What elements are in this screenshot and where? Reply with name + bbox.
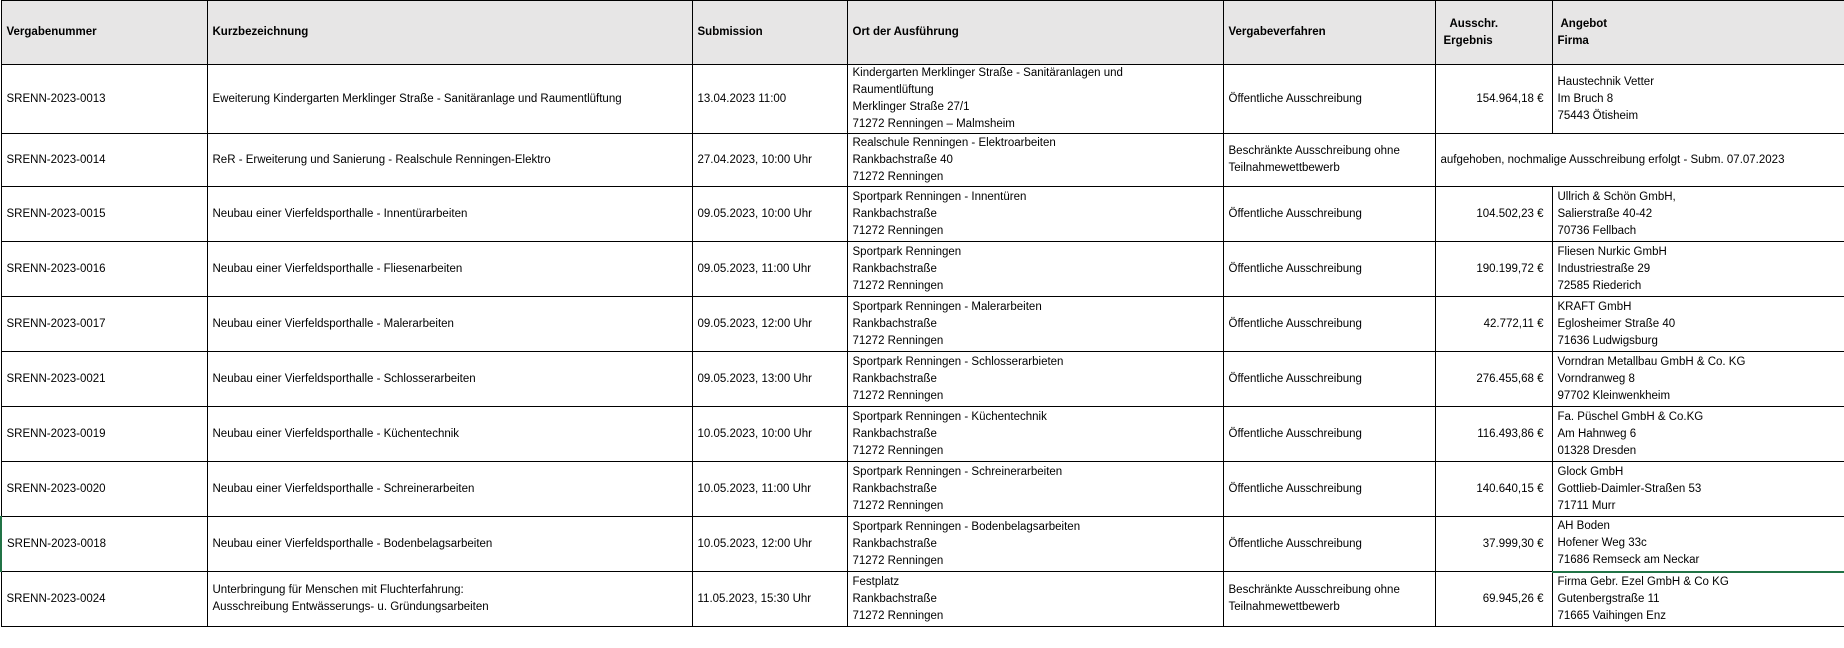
table-row (1, 242, 1844, 297)
cell-kurzbezeichnung[interactable] (207, 187, 692, 242)
firma-line: Im Bruch 8 (1557, 92, 1614, 105)
firma-line: Industriestraße 29 (1557, 262, 1651, 275)
cell-ergebnis[interactable]: 42.772,11 € (1435, 297, 1552, 352)
verfahren-line: Teilnahmewettbewerb (1228, 601, 1340, 613)
ort-line: Sportpark Renningen - Küchentechnik (852, 410, 1047, 423)
table-row (1, 134, 1844, 187)
ort-line: Rankbachstraße (852, 207, 937, 220)
header-ergebnis-line1: Ausschr. (1449, 17, 1499, 30)
cell-submission[interactable]: 09.05.2023, 12:00 Uhr (692, 297, 847, 352)
verfahren-line: Öffentliche Ausschreibung (1228, 207, 1362, 220)
verfahren-line: Beschränkte Ausschreibung ohne (1228, 145, 1400, 157)
firma-line: Vorndranweg 8 (1557, 372, 1635, 385)
cell-firma[interactable] (1552, 407, 1844, 462)
verfahren-line: Beschränkte Ausschreibung ohne (1228, 584, 1400, 596)
cell-submission[interactable]: 13.04.2023 11:00 (692, 65, 847, 134)
header-angebot-line2: Firma (1557, 34, 1589, 47)
cell-submission[interactable]: 09.05.2023, 13:00 Uhr (692, 352, 847, 407)
cell-submission[interactable]: 09.05.2023, 10:00 Uhr (692, 187, 847, 242)
cell-vergabeverfahren[interactable] (1223, 572, 1435, 627)
firma-line: Eglosheimer Straße 40 (1557, 317, 1676, 330)
cell-vergabenummer[interactable]: SRENN-2023-0017 (1, 297, 207, 352)
firma-line: Ullrich & Schön GmbH, (1557, 190, 1676, 203)
ort-line: 71272 Renningen – Malmsheim (852, 118, 1015, 130)
cell-ort[interactable] (847, 517, 1223, 572)
cell-vergabeverfahren[interactable] (1223, 407, 1435, 462)
cell-kurzbezeichnung[interactable] (207, 134, 692, 187)
ort-line: Rankbachstraße (852, 537, 937, 550)
ort-line: 71272 Renningen (852, 170, 944, 183)
firma-line: 01328 Dresden (1557, 444, 1637, 457)
kurzbezeichnung-line: Unterbringung für Menschen mit Fluchterfahrung: (212, 584, 464, 596)
cell-vergabenummer[interactable]: SRENN-2023-0021 (1, 352, 207, 407)
verfahren-line: Öffentliche Ausschreibung (1228, 372, 1362, 385)
firma-line: Vorndran Metallbau GmbH & Co. KG (1557, 355, 1746, 368)
firma-line: KRAFT GmbH (1557, 300, 1632, 313)
cell-vergabenummer[interactable]: SRENN-2023-0024 (1, 572, 207, 627)
cell-kurzbezeichnung[interactable] (207, 462, 692, 517)
cell-ergebnis[interactable]: 190.199,72 € (1435, 242, 1552, 297)
cell-submission[interactable]: 10.05.2023, 10:00 Uhr (692, 407, 847, 462)
cell-ergebnis-note[interactable]: aufgehoben, nochmalige Ausschreibung erfolgt - Subm. 07.07.2023 (1435, 134, 1844, 187)
cell-kurzbezeichnung[interactable] (207, 572, 692, 627)
cell-submission[interactable]: 09.05.2023, 11:00 Uhr (692, 242, 847, 297)
ort-line: Festplatz (852, 575, 900, 588)
ort-line: Rankbachstraße (852, 592, 937, 605)
ort-line: 71272 Renningen (852, 389, 944, 402)
firma-line: 72585 Riederich (1557, 279, 1642, 292)
cell-ort[interactable] (847, 352, 1223, 407)
cell-firma[interactable] (1552, 297, 1844, 352)
cell-submission[interactable]: 11.05.2023, 15:30 Uhr (692, 572, 847, 627)
header-row (1, 1, 1844, 65)
cell-ergebnis[interactable]: 104.502,23 € (1435, 187, 1552, 242)
cell-vergabeverfahren[interactable] (1223, 297, 1435, 352)
kurzbezeichnung-line: Neubau einer Vierfeldsporthalle - Innentürarbeiten (212, 207, 468, 220)
verfahren-line: Öffentliche Ausschreibung (1228, 537, 1362, 550)
cell-firma[interactable] (1552, 517, 1844, 572)
kurzbezeichnung-line: Ausschreibung Entwässerungs- u. Gründungsarbeiten (212, 601, 489, 613)
kurzbezeichnung-line: Neubau einer Vierfeldsporthalle - Malerarbeiten (212, 317, 454, 330)
cell-kurzbezeichnung[interactable] (207, 352, 692, 407)
ort-line: 71272 Renningen (852, 554, 944, 567)
verfahren-line: Öffentliche Ausschreibung (1228, 262, 1362, 275)
cell-submission[interactable]: 27.04.2023, 10:00 Uhr (692, 134, 847, 187)
verfahren-line: Teilnahmewettbewerb (1228, 162, 1340, 174)
ort-line: Sportpark Renningen - Innentüren (852, 190, 1027, 203)
cell-submission[interactable]: 10.05.2023, 12:00 Uhr (692, 517, 847, 572)
ort-line: Sportpark Renningen - Schreinerarbeiten (852, 465, 1063, 478)
header-vergabenummer[interactable]: Vergabenummer (1, 1, 207, 65)
cell-vergabenummer[interactable]: SRENN-2023-0018 (1, 517, 207, 572)
cell-ort[interactable] (847, 65, 1223, 134)
cell-vergabenummer[interactable]: SRENN-2023-0020 (1, 462, 207, 517)
firma-line: Firma Gebr. Ezel GmbH & Co KG (1557, 575, 1729, 588)
firma-line: Gutenbergstraße 11 (1557, 592, 1660, 605)
ort-line: Rankbachstraße (852, 482, 937, 495)
table-row (1, 517, 1844, 572)
cell-ort[interactable] (847, 407, 1223, 462)
ort-line: Rankbachstraße (852, 372, 937, 385)
firma-line: Glock GmbH (1557, 465, 1624, 478)
kurzbezeichnung-line: Neubau einer Vierfeldsporthalle - Küchentechnik (212, 427, 460, 440)
cell-ort[interactable] (847, 242, 1223, 297)
ort-line: Sportpark Renningen - Malerarbeiten (852, 300, 1042, 313)
ort-line: Rankbachstraße (852, 427, 937, 440)
kurzbezeichnung-line: ReR - Erweiterung und Sanierung - Realschule Renningen-Elektro (212, 153, 551, 166)
cell-ort[interactable] (847, 462, 1223, 517)
ort-line: 71272 Renningen (852, 224, 944, 237)
cell-vergabenummer[interactable]: SRENN-2023-0015 (1, 187, 207, 242)
firma-line: Salierstraße 40-42 (1557, 207, 1653, 220)
cell-kurzbezeichnung[interactable] (207, 407, 692, 462)
firma-line: 71686 Remseck am Neckar (1557, 554, 1700, 567)
ort-line: Rankbachstraße (852, 262, 937, 275)
cell-vergabenummer[interactable]: SRENN-2023-0014 (1, 134, 207, 187)
cell-vergabenummer[interactable]: SRENN-2023-0016 (1, 242, 207, 297)
cell-kurzbezeichnung[interactable] (207, 297, 692, 352)
cell-vergabeverfahren[interactable] (1223, 517, 1435, 572)
firma-line: Haustechnik Vetter (1557, 75, 1655, 88)
firma-line: 75443 Ötisheim (1557, 109, 1639, 122)
ort-line: Sportpark Renningen - Schlosserarbieten (852, 355, 1064, 368)
cell-vergabeverfahren[interactable] (1223, 134, 1435, 187)
cell-vergabeverfahren[interactable] (1223, 242, 1435, 297)
verfahren-line: Öffentliche Ausschreibung (1228, 427, 1362, 440)
verfahren-line: Öffentliche Ausschreibung (1228, 92, 1362, 105)
header-submission[interactable]: Submission (692, 1, 847, 65)
ort-line: 71272 Renningen (852, 609, 944, 622)
cell-ort[interactable] (847, 572, 1223, 627)
cell-vergabeverfahren[interactable] (1223, 462, 1435, 517)
cell-ergebnis[interactable]: 276.455,68 € (1435, 352, 1552, 407)
table-row (1, 65, 1844, 134)
table-header (1, 1, 1844, 65)
cell-vergabenummer[interactable]: SRENN-2023-0019 (1, 407, 207, 462)
firma-line: Am Hahnweg 6 (1557, 427, 1637, 440)
firma-line: Fa. Püschel GmbH & Co.KG (1557, 410, 1704, 423)
firma-line: 97702 Kleinwenkheim (1557, 389, 1671, 402)
firma-line: 71636 Ludwigsburg (1557, 334, 1658, 347)
header-kurzbezeichnung[interactable]: Kurzbezeichnung (207, 1, 692, 65)
table-body (1, 65, 1844, 627)
ort-line: 71272 Renningen (852, 279, 944, 292)
cell-vergabeverfahren[interactable] (1223, 65, 1435, 134)
kurzbezeichnung-line: Neubau einer Vierfeldsporthalle - Fliesenarbeiten (212, 262, 463, 275)
ort-line: 71272 Renningen (852, 499, 944, 512)
verfahren-line: Öffentliche Ausschreibung (1228, 482, 1362, 495)
kurzbezeichnung-line: Neubau einer Vierfeldsporthalle - Bodenbelagsarbeiten (212, 537, 493, 550)
ort-line: 71272 Renningen (852, 334, 944, 347)
ort-line: Rankbachstraße (852, 317, 937, 330)
ort-line: Kindergarten Merklinger Straße - Sanitäranlagen und (852, 67, 1123, 79)
cell-vergabeverfahren[interactable] (1223, 352, 1435, 407)
ort-line: Sportpark Renningen (852, 245, 962, 258)
header-ort[interactable]: Ort der Ausführung (847, 1, 1223, 65)
cell-ergebnis[interactable]: 69.945,26 € (1435, 572, 1552, 627)
ort-line: Merklinger Straße 27/1 (852, 101, 970, 113)
cell-ort[interactable] (847, 297, 1223, 352)
cell-ort[interactable] (847, 134, 1223, 187)
cell-firma[interactable] (1552, 462, 1844, 517)
cell-kurzbezeichnung[interactable] (207, 242, 692, 297)
cell-ergebnis[interactable]: 154.964,18 € (1435, 65, 1552, 134)
firma-line: 71711 Murr (1557, 499, 1616, 512)
firma-line: Hofener Weg 33c (1557, 537, 1647, 550)
cell-firma[interactable] (1552, 242, 1844, 297)
cell-ergebnis[interactable]: 140.640,15 € (1435, 462, 1552, 517)
cell-kurzbezeichnung[interactable] (207, 517, 692, 572)
ort-line: Rankbachstraße 40 (852, 153, 953, 166)
firma-line: Fliesen Nurkic GmbH (1557, 245, 1667, 258)
table-row (1, 297, 1844, 352)
kurzbezeichnung-line: Eweiterung Kindergarten Merklinger Straße - Sanitäranlage und Raumentlüftung (212, 92, 622, 105)
table-row (1, 572, 1844, 627)
header-ergebnis[interactable] (1435, 1, 1552, 65)
cell-firma[interactable] (1552, 352, 1844, 407)
cell-ergebnis[interactable]: 37.999,30 € (1435, 517, 1552, 572)
header-vergabeverfahren[interactable]: Vergabeverfahren (1223, 1, 1435, 65)
cell-vergabeverfahren[interactable] (1223, 187, 1435, 242)
ort-line: Sportpark Renningen - Bodenbelagsarbeiten (852, 520, 1081, 533)
firma-line: 71665 Vaihingen Enz (1557, 609, 1666, 622)
verfahren-line: Öffentliche Ausschreibung (1228, 317, 1362, 330)
firma-line: Gottlieb-Daimler-Straßen 53 (1557, 482, 1702, 495)
firma-line: 70736 Fellbach (1557, 224, 1637, 237)
ort-line: 71272 Renningen (852, 444, 944, 457)
header-ergebnis-line2: Ergebnis (1443, 34, 1493, 47)
cell-firma[interactable] (1552, 572, 1844, 627)
table-row (1, 352, 1844, 407)
cell-firma[interactable] (1552, 187, 1844, 242)
table-row (1, 462, 1844, 517)
cell-kurzbezeichnung[interactable] (207, 65, 692, 134)
table-row (1, 187, 1844, 242)
cell-submission[interactable]: 10.05.2023, 11:00 Uhr (692, 462, 847, 517)
ort-line: Realschule Renningen - Elektroarbeiten (852, 136, 1056, 149)
firma-line: AH Boden (1557, 520, 1610, 533)
table-row (1, 407, 1844, 462)
ort-line: Raumentlüftung (852, 84, 934, 96)
cell-ergebnis[interactable]: 116.493,86 € (1435, 407, 1552, 462)
kurzbezeichnung-line: Neubau einer Vierfeldsporthalle - Schreinerarbeiten (212, 482, 475, 495)
kurzbezeichnung-line: Neubau einer Vierfeldsporthalle - Schlosserarbeiten (212, 372, 476, 385)
cell-ort[interactable] (847, 187, 1223, 242)
cell-firma[interactable] (1552, 65, 1844, 134)
cell-vergabenummer[interactable]: SRENN-2023-0013 (1, 65, 207, 134)
header-angebot-line1: Angebot (1560, 17, 1608, 30)
header-angebot[interactable] (1552, 1, 1844, 65)
